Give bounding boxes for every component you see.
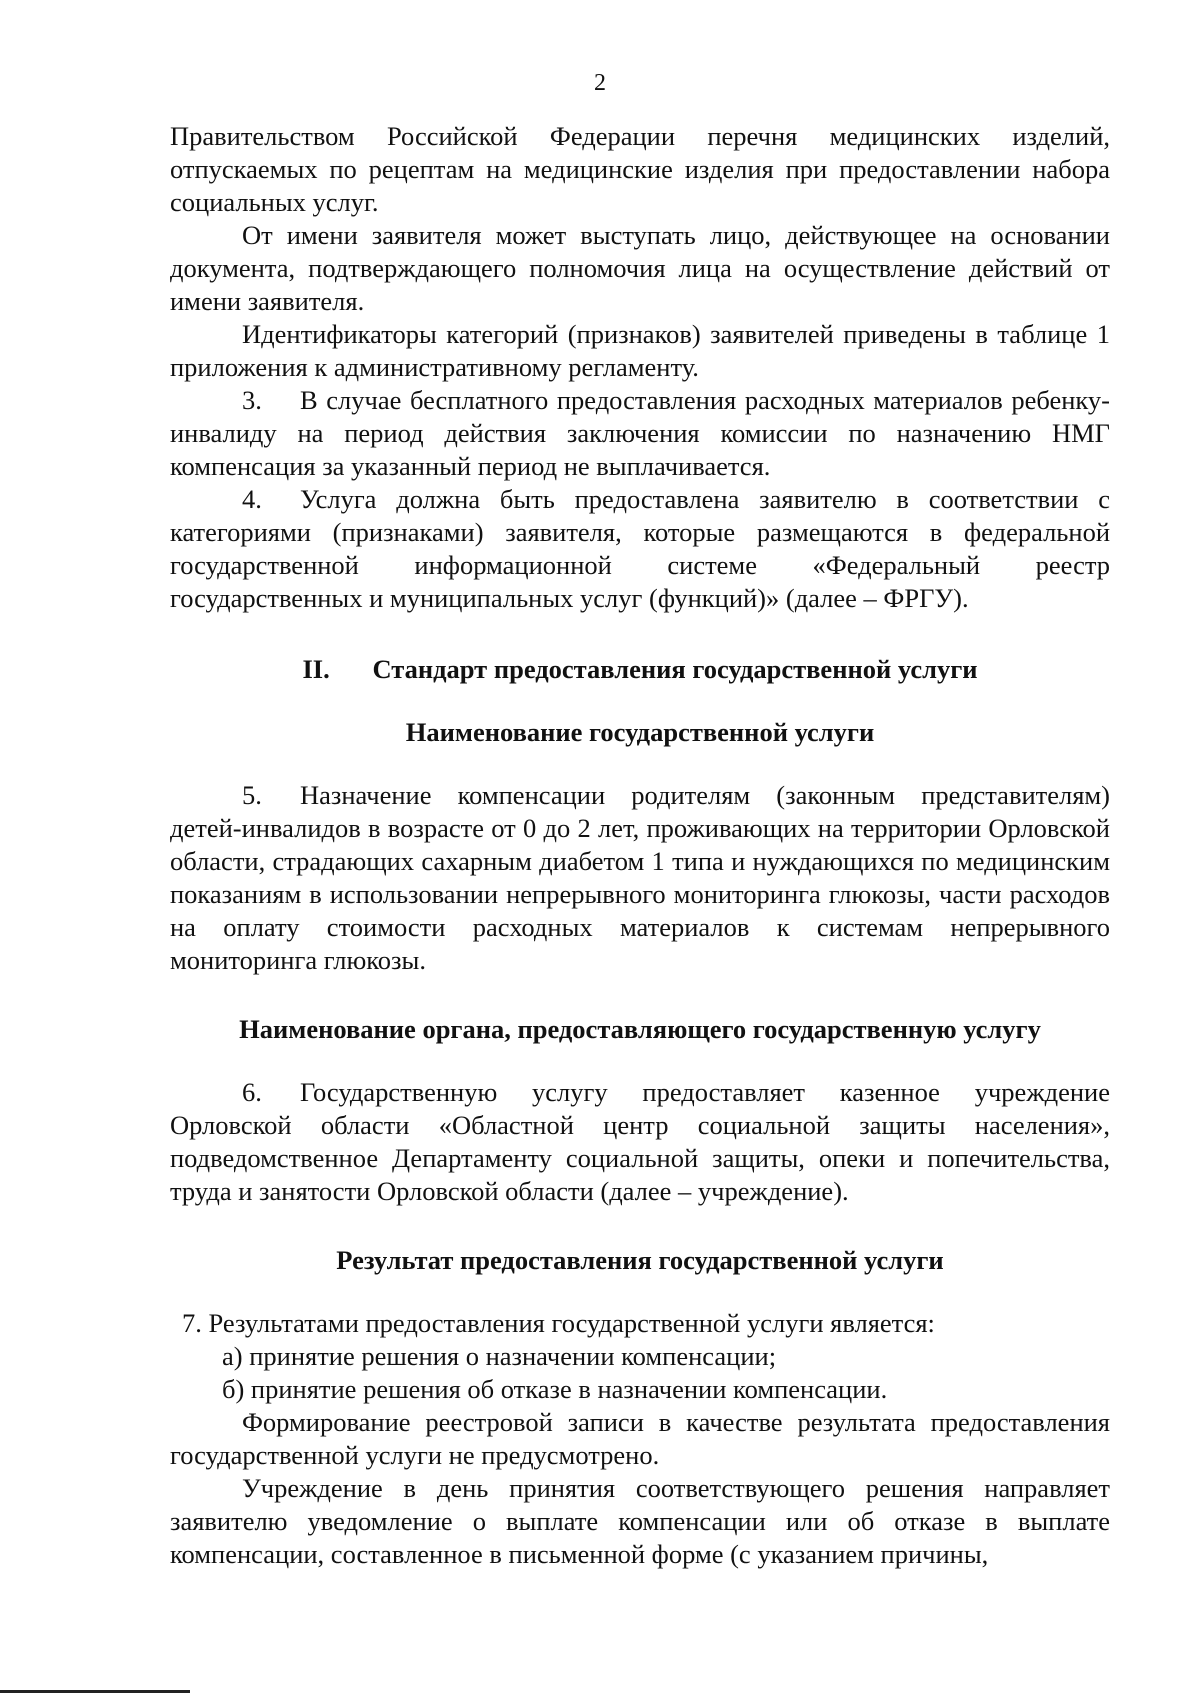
subsection-heading-service-name: Наименование государственной услуги [405,717,875,747]
footer-rule [0,1690,190,1693]
item-3-number: 3. [242,385,262,415]
item-5-text: Назначение компенсации родителям (законным представителям) детей-инвалидов в возрасте от 0 до 2 лет, проживающих на территории Орловской области, страдающих сахарным диабетом 1 типа и нуждающихся по медицинским показаниям в использовании непрерывного мониторинга глюкозы, части расходов на оплату стоимости расходных материалов к системам непрерывного мониторинга глюкозы. [170,780,1110,975]
item-4-number: 4. [242,484,262,514]
section-heading [170,653,1110,686]
item-4 [170,483,1110,615]
paragraph-applicant-identifiers: Идентификаторы категорий (признаков) заявителей приведены в таблице 1 приложения к административному регламенту. [170,319,1110,382]
item-7-a: а) принятие решения о назначении компенсации; [222,1341,777,1371]
section-title: Стандарт предоставления государственной услуги [372,654,978,684]
item-5-number: 5. [242,780,262,810]
paragraph-continuation: Правительством Российской Федерации перечня медицинских изделий, отпускаемых по рецептам на медицинские изделия при предоставлении набора социальных услуг. [170,121,1110,217]
paragraph-applicant-representative: От имени заявителя может выступать лицо, действующее на основании документа, подтверждающего полномочия лица на осуществление действий от имени заявителя. [170,220,1110,316]
item-6-text: Государственную услугу предоставляет казенное учреждение Орловской области «Областной центр социальной защиты населения», подведомственное Департаменту социальной защиты, опеки и попечительства, труда и занятости Орловской области (далее – учреждение). [170,1077,1110,1206]
item-3 [170,384,1110,483]
page-number: 2 [594,70,606,96]
item-6-number: 6. [242,1077,262,1107]
item-7-b: б) принятие решения об отказе в назначении компенсации. [222,1374,888,1404]
subsection-heading-result: Результат предоставления государственной услуги [336,1245,944,1275]
paragraph-notification: Учреждение в день принятия соответствующего решения направляет заявителю уведомление о выплате компенсации или об отказе в выплате компенсации, составленное в письменной форме (с указанием причины, [170,1473,1110,1569]
item-6 [170,1076,1110,1208]
item-3-text: В случае бесплатного предоставления расходных материалов ребенку-инвалиду на период действия заключения комиссии по назначению НМГ компенсация за указанный период не выплачивается. [170,385,1110,481]
item-7: 7. Результатами предоставления государственной услуги является: [182,1308,935,1338]
section-roman-numeral: II. [302,654,330,684]
item-5 [170,779,1110,977]
paragraph-registry-record: Формирование реестровой записи в качестве результата предоставления государственной услуги не предусмотрено. [170,1407,1110,1470]
item-4-text: Услуга должна быть предоставлена заявителю в соответствии с категориями (признаками) заявителя, которые размещаются в федеральной государственной информационной системе «Федеральный реестр государственных и муниципальных услуг (функций)» (далее – ФРГУ). [170,484,1110,613]
subsection-heading-provider: Наименование органа, предоставляющего государственную услугу [239,1014,1041,1044]
document-body [170,120,1110,1571]
